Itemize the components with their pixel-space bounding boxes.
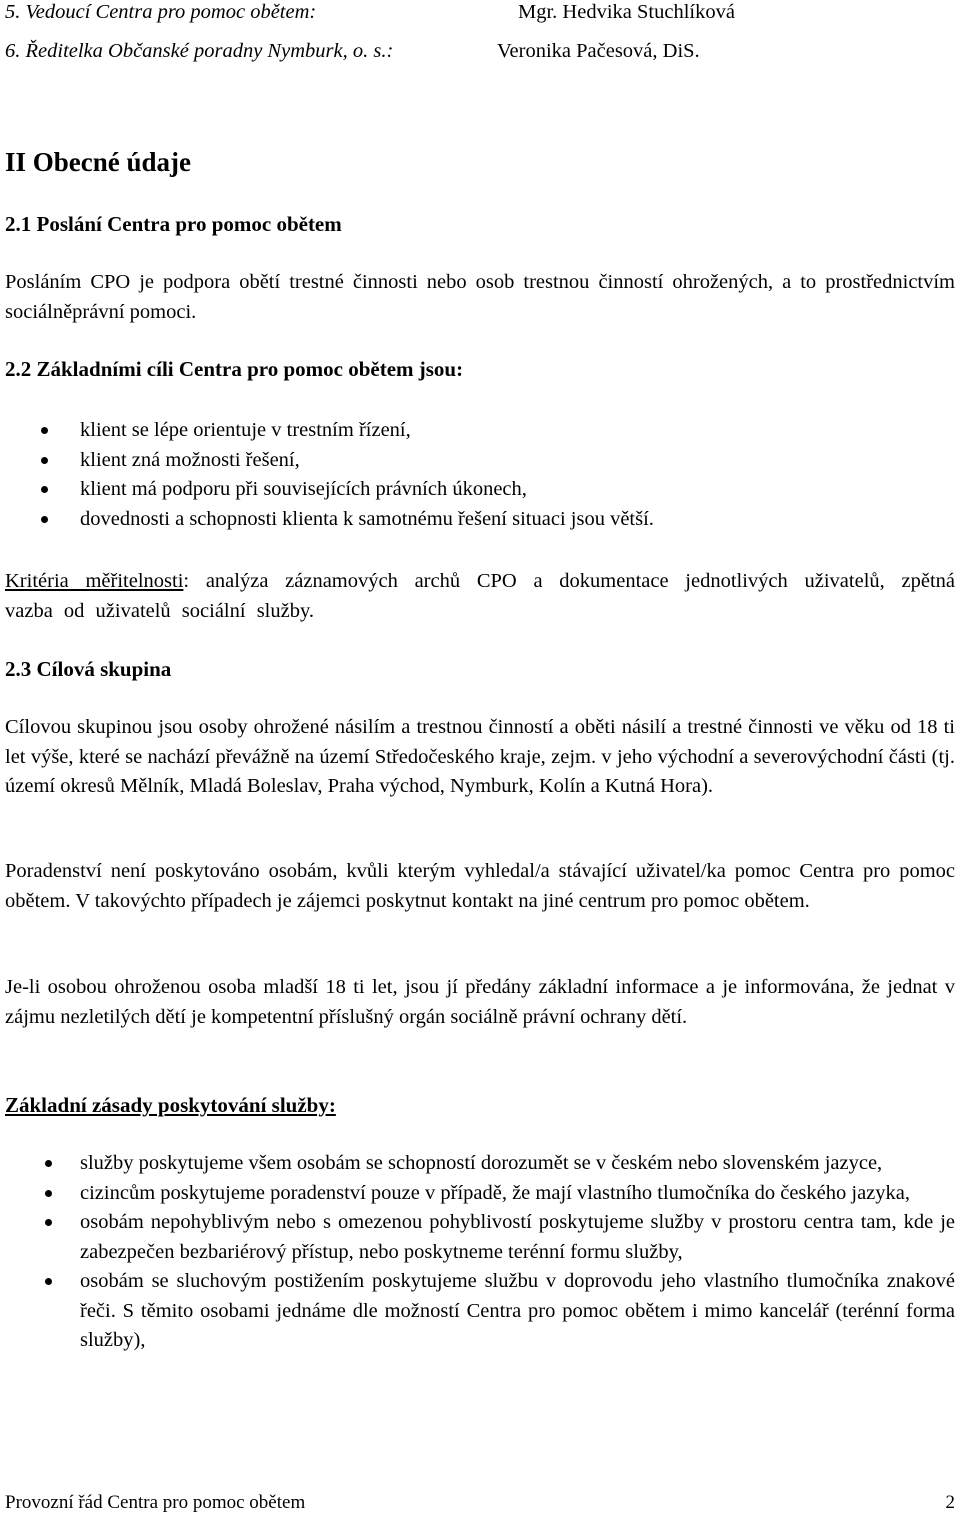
heading-2-1: 2.1 Poslání Centra pro pomoc obětem bbox=[5, 212, 342, 236]
footer-title: Provozní řád Centra pro pomoc obětem bbox=[5, 1492, 306, 1513]
page-number: 2 bbox=[945, 1492, 955, 1513]
paragraph-2-3-2: Poradenství není poskytováno osobám, kvůli kterým vyhledal/a stávající uživatel/ka pomoc Centra pro pomoc obětem. V takovýchto případech je zájemci poskytnut kontakt na jiné centrum pro pomoc obětem. bbox=[5, 860, 955, 912]
list-item-text: klient má podporu při souvisejících právních úkonech, bbox=[80, 478, 527, 500]
header-label: 5. Vedoucí Centra pro pomoc obětem: bbox=[5, 1, 317, 23]
paragraph-2-3-3: Je-li osobou ohroženou osoba mladší 18 ti let, jsou jí předány základní informace a je informována, že jednat v zájmu nezletilých dětí je kompetentní příslušný orgán sociálně právní ochrany dětí. bbox=[5, 976, 955, 1028]
list-item-text: klient se lépe orientuje v trestním řízení, bbox=[80, 419, 411, 441]
list-item bbox=[5, 505, 955, 535]
header-line-5 bbox=[5, 0, 316, 28]
criteria-text: : analýza záznamových archů CPO a dokumentace jednotlivých uživatelů, zpětná vazba od uživatelů sociální služby. bbox=[5, 570, 955, 622]
criteria-paragraph bbox=[5, 567, 955, 626]
list-item bbox=[5, 1267, 955, 1356]
criteria-label: Kritéria měřitelnosti bbox=[5, 570, 184, 592]
list-item bbox=[5, 1149, 955, 1179]
heading-2-2: 2.2 Základními cíli Centra pro pomoc obětem jsou: bbox=[5, 357, 464, 381]
header-value-6 bbox=[497, 37, 700, 67]
paragraph-2-3-1: Cílovou skupinou jsou osoby ohrožené násilím a trestnou činností a oběti násilí a trestné činnosti ve věku od 18 ti let výše, které se nachází převážně na území Středočeského kraje, zejm. v jeho východní a severovýchodní části (tj. území okresů Mělník, Mladá Boleslav, Praha východ, Nymburk, Kolín a Kutná Hora). bbox=[5, 716, 955, 797]
list-item-text: osobám se sluchovým postižením poskytujeme službu v doprovodu jeho vlastního tlumočníka znakové řeči. S těmito osobami jednáme dle možností Centra pro pomoc obětem i mimo kancelář (terénní forma služby), bbox=[80, 1270, 955, 1351]
header-value: Mgr. Hedvika Stuchlíková bbox=[518, 1, 735, 23]
list-item bbox=[5, 1179, 955, 1209]
bullet-icon bbox=[45, 1190, 52, 1197]
bullet-icon bbox=[45, 1219, 52, 1226]
list-item bbox=[5, 475, 955, 505]
principles-list bbox=[5, 1149, 955, 1356]
list-item bbox=[5, 416, 955, 446]
list-item-text: klient zná možnosti řešení, bbox=[80, 448, 300, 471]
list-item bbox=[5, 1208, 955, 1267]
bullet-icon bbox=[45, 1160, 52, 1167]
paragraph-2-1: Posláním CPO je podpora obětí trestné činnosti nebo osob trestnou činností ohrožených, a to prostřednictvím sociálněprávní pomoci. bbox=[5, 271, 955, 323]
heading-2-3: 2.3 Cílová skupina bbox=[5, 657, 172, 681]
bullet-icon bbox=[41, 486, 48, 493]
list-item-text: osobám nepohyblivým nebo s omezenou pohyblivostí poskytujeme služby v prostoru centra tam, kde je zabezpečen bezbariérový přístup, nebo poskytneme terénní formu služby, bbox=[80, 1211, 955, 1263]
bullet-icon bbox=[45, 1278, 52, 1285]
bullet-icon bbox=[41, 516, 48, 523]
principles-heading: Základní zásady poskytování služby: bbox=[5, 1093, 336, 1117]
bullet-icon bbox=[41, 457, 48, 464]
list-item-text: dovednosti a schopnosti klienta k samotnému řešení situaci jsou větší. bbox=[80, 507, 654, 530]
list-item-text: cizincům poskytujeme poradenství pouze v případě, že mají vlastního tlumočníka do českého jazyka, bbox=[80, 1181, 910, 1204]
bullet-icon bbox=[41, 427, 48, 434]
list-item bbox=[5, 446, 955, 476]
header-line-6 bbox=[5, 37, 393, 67]
goals-list bbox=[5, 416, 955, 534]
section-title: II Obecné údaje bbox=[5, 147, 192, 177]
header-label: 6. Ředitelka Občanské poradny Nymburk, o. s.: bbox=[5, 40, 394, 62]
header-value-5 bbox=[518, 0, 735, 28]
list-item-text: služby poskytujeme všem osobám se schopností dorozumět se v českém nebo slovenském jazyce, bbox=[80, 1152, 883, 1174]
header-value: Veronika Pačesová, DiS. bbox=[497, 40, 700, 62]
